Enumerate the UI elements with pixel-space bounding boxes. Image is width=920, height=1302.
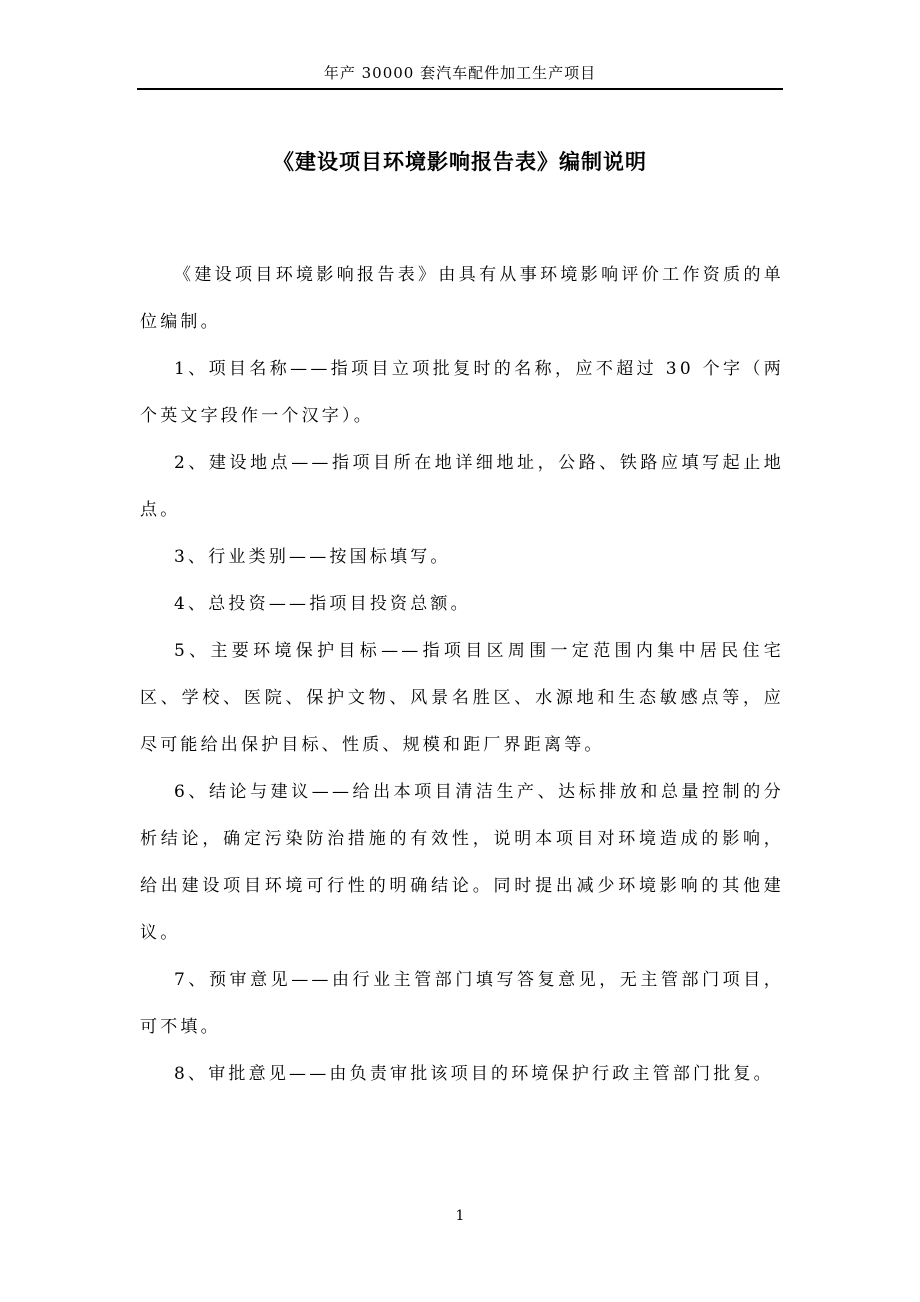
page-number: 1 bbox=[455, 1208, 465, 1224]
document-body bbox=[140, 252, 784, 1098]
item-total-investment: 4、总投资——指项目投资总额。 bbox=[174, 594, 471, 614]
document-title: 《建设项目环境影响报告表》编制说明 bbox=[273, 150, 647, 174]
item-protection-targets: 5、主要环境保护目标——指项目区周围一定范围内集中居民住宅区、学校、医院、保护文物、风景名胜区、水源地和生态敏感点等，应尽可能给出保护目标、性质、规模和距厂界距离等。 bbox=[140, 641, 784, 755]
intro-paragraph: 《建设项目环境影响报告表》由具有从事环境影响评价工作资质的单位编制。 bbox=[140, 265, 784, 332]
item-approval-opinion: 8、审批意见——由负责审批该项目的环境保护行政主管部门批复。 bbox=[174, 1064, 774, 1084]
item-conclusions: 6、结论与建议——给出本项目清洁生产、达标排放和总量控制的分析结论，确定污染防治措施的有效性，说明本项目对环境造成的影响，给出建设项目环境可行性的明确结论。同时提出减少环境影响的其他建议。 bbox=[140, 782, 784, 943]
item-preliminary-review: 7、预审意见——由行业主管部门填写答复意见，无主管部门项目，可不填。 bbox=[140, 970, 784, 1037]
header-divider bbox=[137, 88, 783, 90]
running-header: 年产 30000 套汽车配件加工生产项目 bbox=[323, 64, 597, 82]
item-construction-site: 2、建设地点——指项目所在地详细地址，公路、铁路应填写起止地点。 bbox=[140, 453, 784, 520]
item-industry-category: 3、行业类别——按国标填写。 bbox=[174, 547, 451, 567]
item-project-name: 1、项目名称——指项目立项批复时的名称，应不超过 30 个字（两个英文字段作一个汉字）。 bbox=[140, 359, 784, 426]
